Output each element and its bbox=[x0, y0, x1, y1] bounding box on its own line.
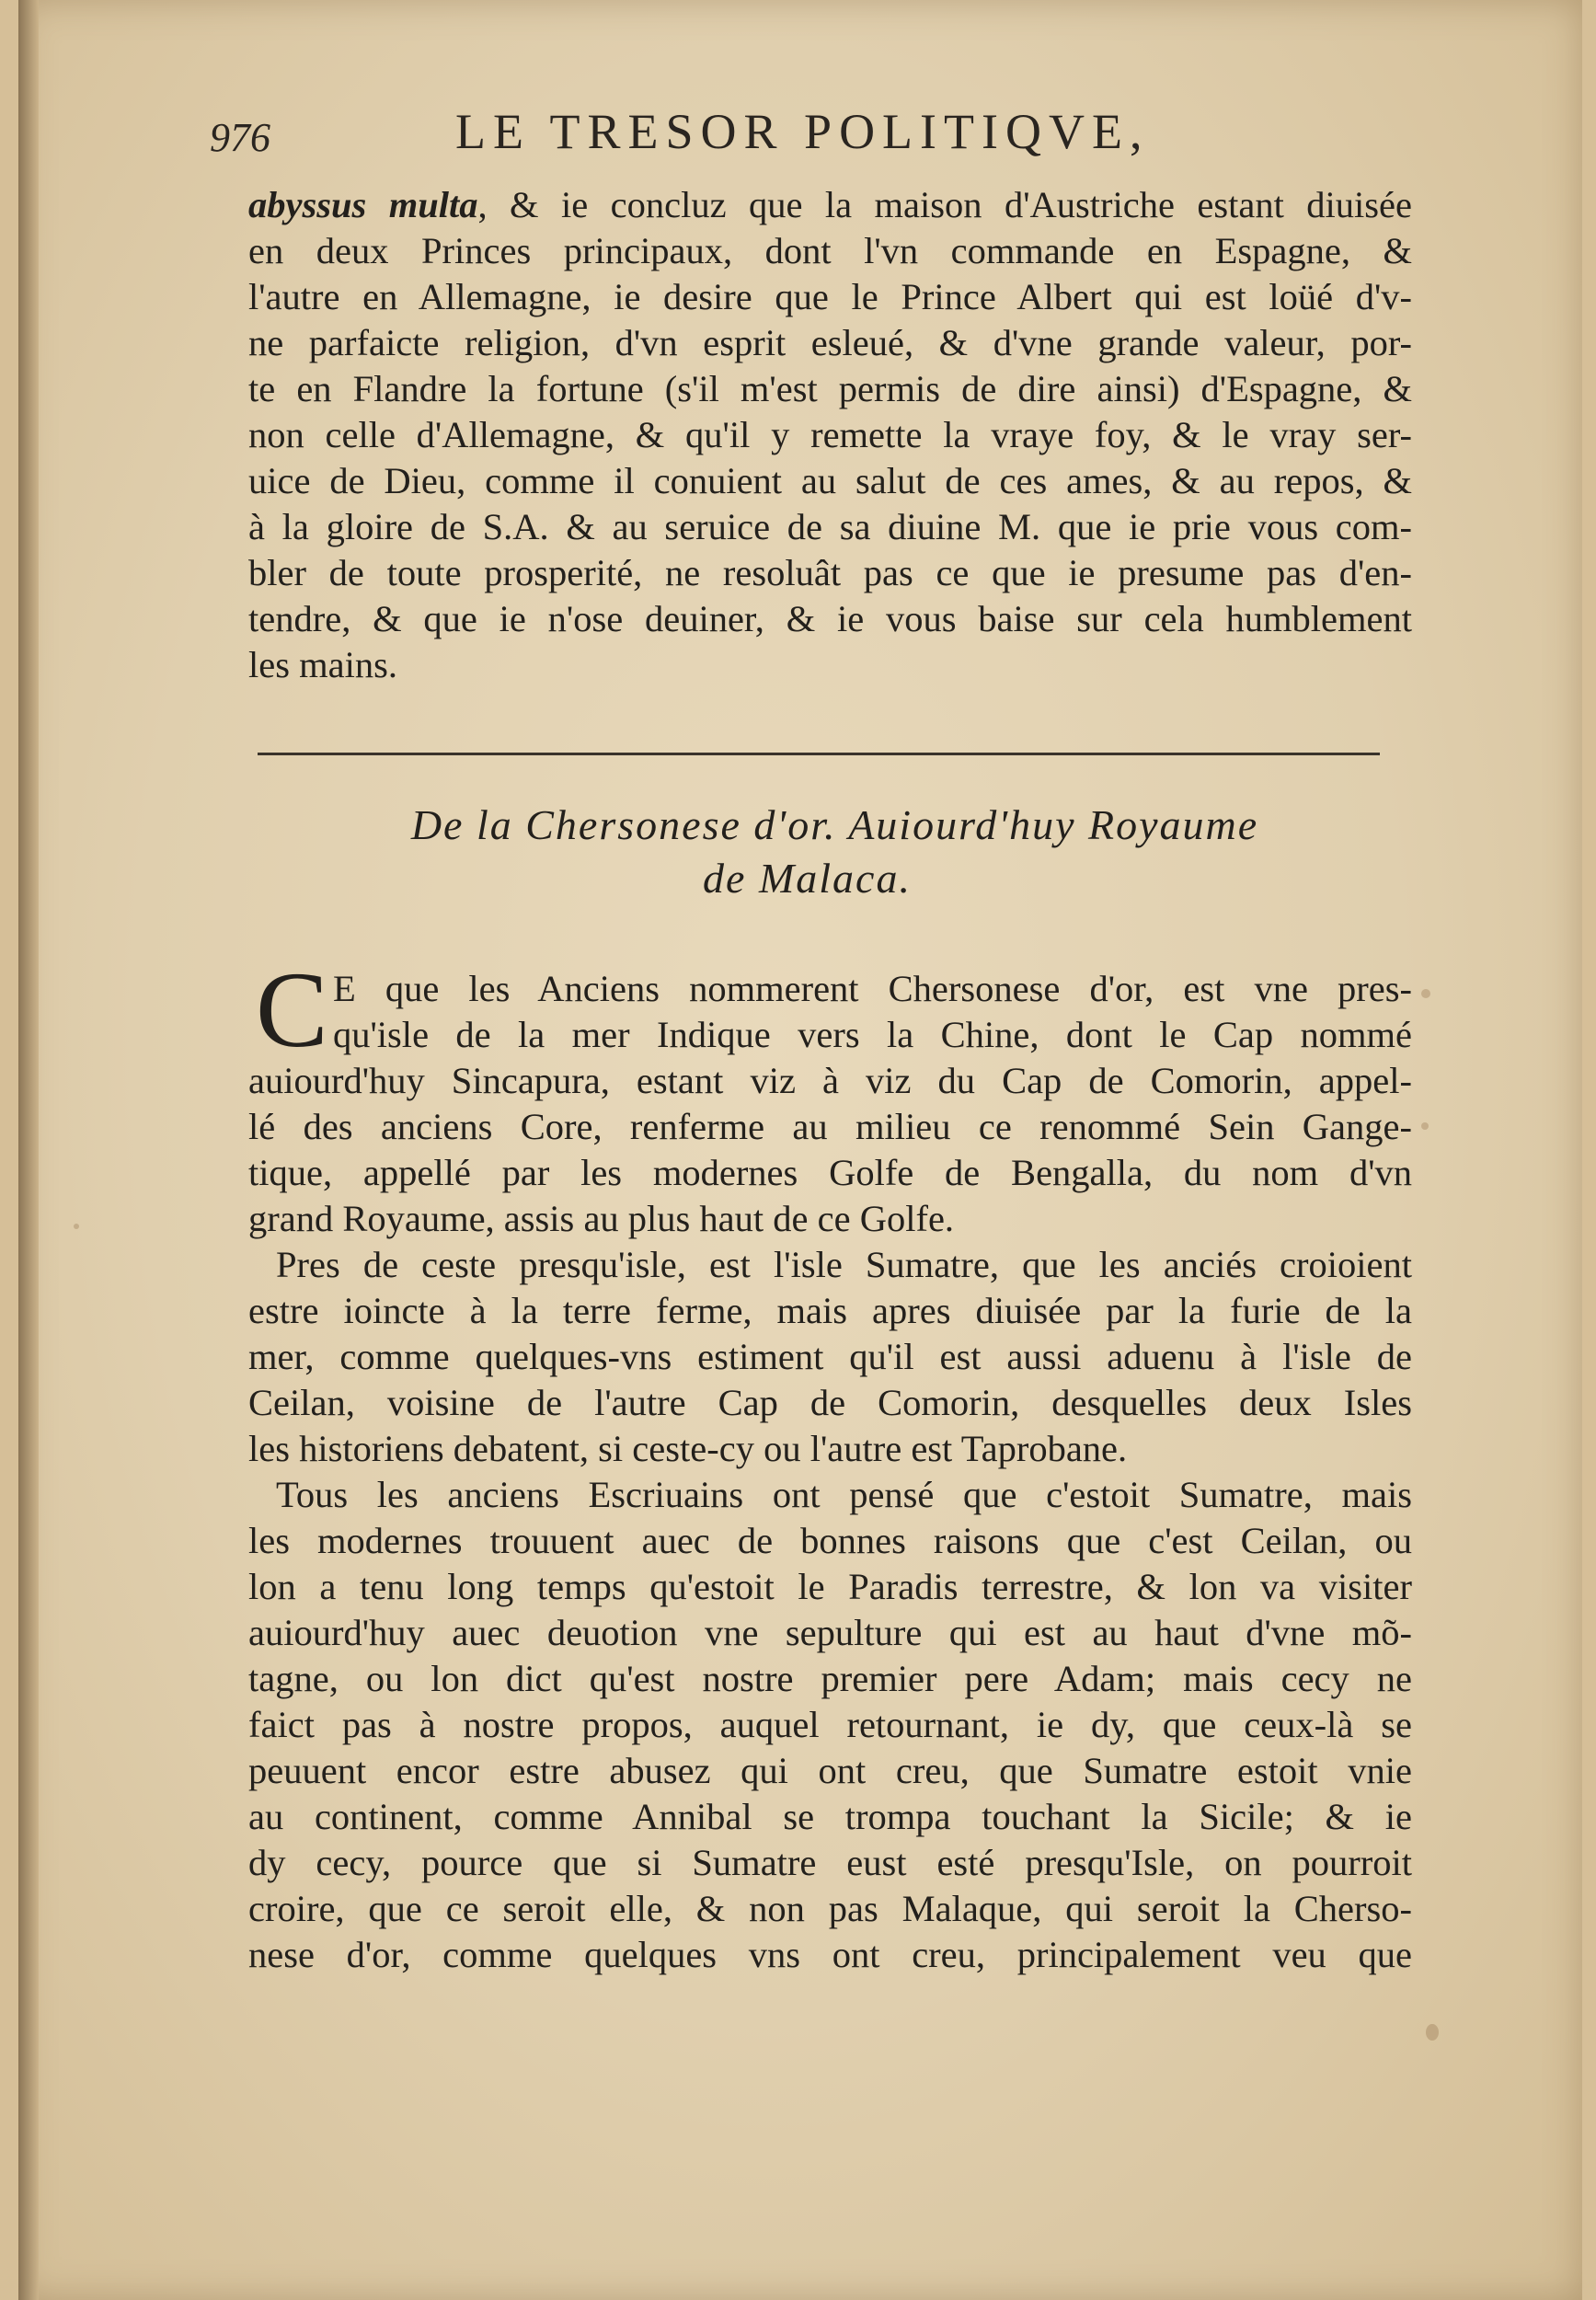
foxing-spot bbox=[1421, 1122, 1429, 1130]
text-line: te en Flandre la fortune (s'il m'est permis de dire ainsi) d'Espagne, & bbox=[248, 368, 1412, 409]
latin-phrase: abyssus multa bbox=[248, 184, 478, 225]
text-line: auiourd'huy auec deuotion vne sepulture qui est au haut d'vne mõ- bbox=[248, 1612, 1412, 1653]
foxing-spot bbox=[1426, 2024, 1439, 2041]
text-line: grand Royaume, assis au plus haut de ce Golfe. bbox=[248, 1198, 955, 1239]
chapter-text bbox=[248, 949, 1412, 1978]
text-line: les mains. bbox=[248, 644, 397, 685]
drop-cap: C bbox=[256, 949, 328, 1070]
section-divider-rule bbox=[258, 753, 1380, 755]
text-line: tique, appellé par les modernes Golfe de Bengalla, du nom d'vn bbox=[248, 1152, 1412, 1193]
foxing-spot bbox=[74, 1224, 79, 1229]
text-line: qu'isle de la mer Indique vers la Chine, dont le Cap nommé bbox=[333, 1014, 1412, 1055]
text-line-rest: , & ie concluz que la maison d'Austriche estant diuisée bbox=[477, 184, 1412, 225]
text-line: bler de toute prosperité, ne resoluât pas ce que ie presume pas d'en- bbox=[248, 552, 1412, 593]
text-line: estre ioincte à la terre ferme, mais apres diuisée par la furie de la bbox=[248, 1290, 1412, 1331]
text-line: Ceilan, voisine de l'autre Cap de Comorin, desquelles deux Isles bbox=[248, 1382, 1412, 1423]
text-line: les historiens debatent, si ceste-cy ou l'autre est Taprobane. bbox=[248, 1428, 1128, 1469]
text-line: auiourd'huy Sincapura, estant viz à viz du Cap de Comorin, appel- bbox=[248, 1060, 1412, 1101]
text-line: Pres de ceste presqu'isle, est l'isle Sumatre, que les anciés croioient bbox=[276, 1244, 1412, 1285]
running-title: LE TRESOR POLITIQVE, bbox=[455, 104, 1150, 159]
section-heading-continued: de Malaca. bbox=[703, 855, 912, 902]
text-line: l'autre en Allemagne, ie desire que le Prince Albert qui est loüé d'v- bbox=[248, 276, 1412, 317]
text-line: uice de Dieu, comme il conuient au salut de ces ames, & au repos, & bbox=[248, 460, 1412, 501]
text-line bbox=[248, 182, 1412, 228]
foxing-spot bbox=[1421, 989, 1430, 998]
text-line: lé des anciens Core, renferme au milieu ce renommé Sein Gange- bbox=[248, 1106, 1412, 1147]
text-line: Tous les anciens Escriuains ont pensé que c'estoit Sumatre, mais bbox=[276, 1474, 1412, 1515]
text-line: en deux Princes principaux, dont l'vn commande en Espagne, & bbox=[248, 230, 1412, 271]
letter-closing-text bbox=[248, 182, 1412, 688]
text-line: lon a tenu long temps qu'estoit le Paradis terrestre, & lon va visiter bbox=[248, 1566, 1412, 1607]
text-line: au continent, comme Annibal se trompa touchant la Sicile; & ie bbox=[248, 1796, 1412, 1837]
running-head bbox=[0, 103, 1596, 167]
text-line: mer, comme quelques-vns estiment qu'il est aussi aduenu à l'isle de bbox=[248, 1336, 1412, 1377]
page-number: 976 bbox=[210, 115, 270, 160]
text-line: croire, que ce seroit elle, & non pas Malaque, qui seroit la Cherso- bbox=[248, 1888, 1412, 1929]
text-line: tendre, & que ie n'ose deuiner, & ie vous baise sur cela humblement bbox=[248, 598, 1412, 639]
text-line: E que les Anciens nommerent Chersonese d'or, est vne pres- bbox=[333, 968, 1412, 1009]
text-line: peuuent encor estre abusez qui ont creu, que Sumatre estoit vnie bbox=[248, 1750, 1412, 1791]
text-line: à la gloire de S.A. & au seruice de sa diuine M. que ie prie vous com- bbox=[248, 506, 1412, 547]
page-gutter-edge bbox=[18, 0, 39, 2300]
text-line: les modernes trouuent auec de bonnes raisons que c'est Ceilan, ou bbox=[248, 1520, 1412, 1561]
text-line: tagne, ou lon dict qu'est nostre premier pere Adam; mais cecy ne bbox=[248, 1658, 1412, 1699]
text-line: faict pas à nostre propos, auquel retournant, ie dy, que ceux-là se bbox=[248, 1704, 1412, 1745]
text-line: nese d'or, comme quelques vns ont creu, principalement veu que bbox=[248, 1934, 1412, 1975]
text-line: ne parfaicte religion, d'vn esprit esleué, & d'vne grande valeur, por- bbox=[248, 322, 1412, 363]
text-line: non celle d'Allemagne, & qu'il y remette la vraye foy, & le vray ser- bbox=[248, 414, 1412, 455]
text-line: dy cecy, pource que si Sumatre eust esté presqu'Isle, on pourroit bbox=[248, 1842, 1412, 1883]
section-heading: De la Chersonese d'or. Auiourd'huy Royaume bbox=[410, 801, 1259, 848]
